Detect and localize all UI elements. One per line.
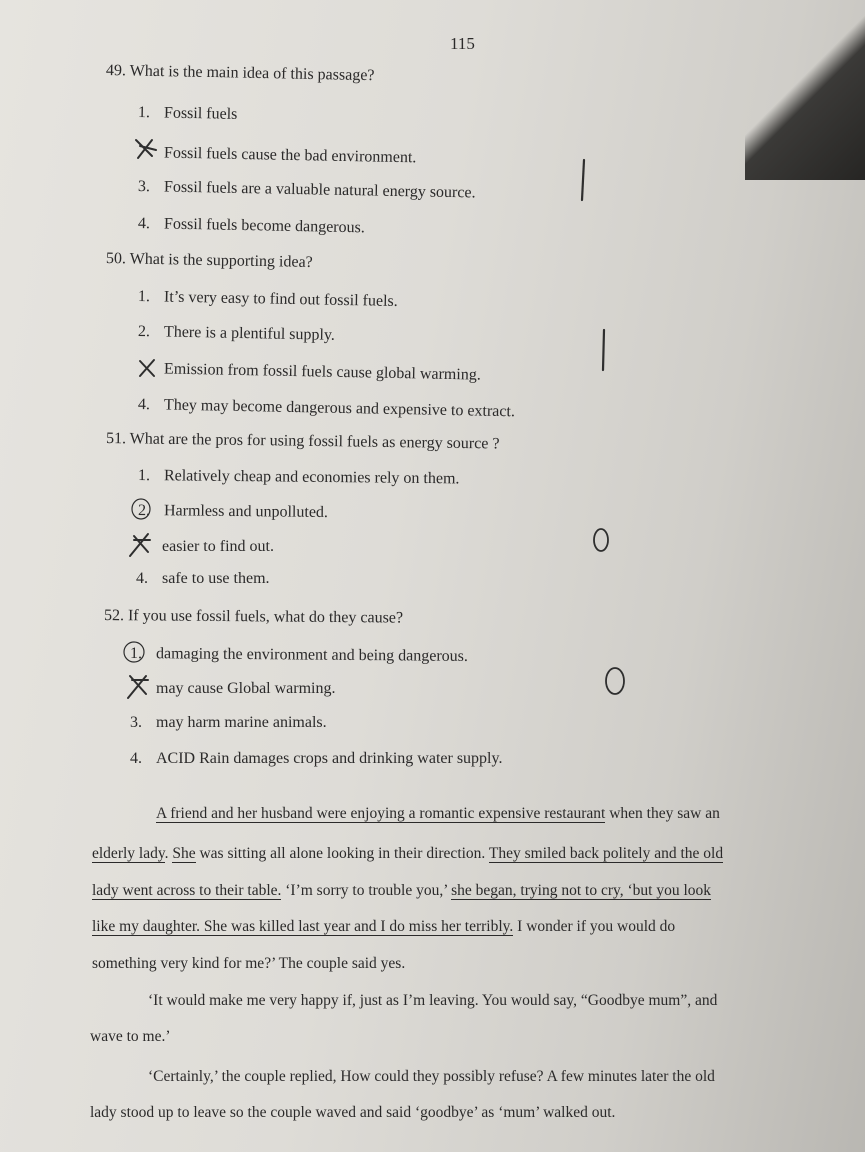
passage-text: I wonder if you would do [513, 918, 676, 935]
underlined-text: They smiled back politely and the old [488, 845, 724, 862]
question-50-prompt: 50. What is the supporting idea? [105, 250, 313, 271]
passage-line: lady stood up to leave so the couple waved and said ‘goodbye’ as ‘mum’ walked out. [90, 1104, 616, 1121]
passage-line: ‘It would make me very happy if, just as I’m leaving. You would say, “Goodbye mum”, and [148, 992, 718, 1009]
option-number: 1. [137, 104, 151, 122]
option-number: 4. [137, 396, 151, 414]
underlined-text: like my daughter. She was killed last year and I do miss her terribly. [92, 918, 514, 935]
option-text: They may become dangerous and expensive to extract. [163, 396, 516, 421]
option-number: 3. [137, 178, 151, 196]
option-text: may cause Global warming. [156, 680, 336, 697]
passage-text: ‘I’m sorry to trouble you,’ [281, 882, 452, 899]
page-number: 115 [450, 34, 475, 53]
passage-line [156, 805, 720, 823]
cross-mark-icon [128, 676, 148, 698]
option-number: 1. [129, 645, 143, 663]
option-text: Fossil fuels become dangerous. [163, 215, 365, 237]
question-49-prompt: 49. What is the main idea of this passage? [105, 62, 375, 85]
passage-line: wave to me.’ [90, 1028, 171, 1045]
option-number: 2. [137, 323, 151, 341]
option-text: Fossil fuels cause the bad environment. [163, 144, 417, 167]
option-number: 3. [130, 714, 142, 731]
passage-text: . [164, 845, 173, 862]
underlined-text: lady went across to their table. [92, 882, 282, 899]
underlined-text: elderly lady [92, 845, 165, 862]
option-text: damaging the environment and being dangerous. [155, 645, 468, 665]
score-stroke-icon [603, 330, 604, 370]
option-text: Harmless and unpolluted. [163, 502, 329, 521]
cross-mark-icon [136, 140, 156, 158]
option-text: Fossil fuels are a valuable natural energy source. [163, 178, 476, 202]
cross-mark-icon [130, 534, 150, 556]
option-number: 1. [137, 288, 151, 306]
option-number: 4. [136, 570, 148, 587]
passage-text: when they saw an [605, 805, 720, 822]
zero-mark-icon [606, 668, 624, 694]
option-text: ACID Rain damages crops and drinking water supply. [156, 750, 503, 767]
passage-line [92, 845, 723, 863]
passage-line: something very kind for me?’ The couple said yes. [92, 955, 406, 972]
question-52-prompt: 52. If you use fossil fuels, what do they cause? [103, 607, 404, 627]
option-text: Fossil fuels [163, 104, 238, 123]
option-number: 4. [130, 750, 142, 767]
score-stroke-icon [582, 160, 584, 200]
underlined-text: She [172, 845, 196, 862]
option-number: 4. [137, 215, 151, 233]
circle-mark-icon [124, 642, 144, 662]
circle-mark-icon [132, 499, 150, 519]
option-text: It’s very easy to find out fossil fuels. [163, 288, 398, 310]
passage-line: ‘Certainly,’ the couple replied, How could they possibly refuse? A few minutes later the old [148, 1068, 715, 1085]
option-text: safe to use them. [162, 570, 270, 587]
zero-mark-icon [594, 529, 608, 551]
underlined-text: she began, trying not to cry, ‘but you look [451, 882, 712, 899]
passage-line [92, 882, 711, 900]
option-text: may harm marine animals. [156, 714, 327, 731]
underlined-text: A friend and her husband were enjoying a romantic expensive restaurant [156, 805, 606, 822]
question-51-prompt: 51. What are the pros for using fossil fuels as energy source ? [105, 430, 500, 453]
option-number: 2. [137, 502, 151, 520]
option-text: Relatively cheap and economies rely on them. [163, 467, 460, 488]
option-text: Emission from fossil fuels cause global warming. [163, 360, 481, 384]
option-number: 1. [137, 467, 151, 485]
passage-line [92, 918, 675, 936]
cross-mark-icon [140, 360, 154, 376]
option-text: There is a plentiful supply. [163, 323, 336, 344]
passage-text: was sitting all alone looking in their direction. [195, 845, 489, 862]
option-text: easier to find out. [162, 538, 274, 555]
